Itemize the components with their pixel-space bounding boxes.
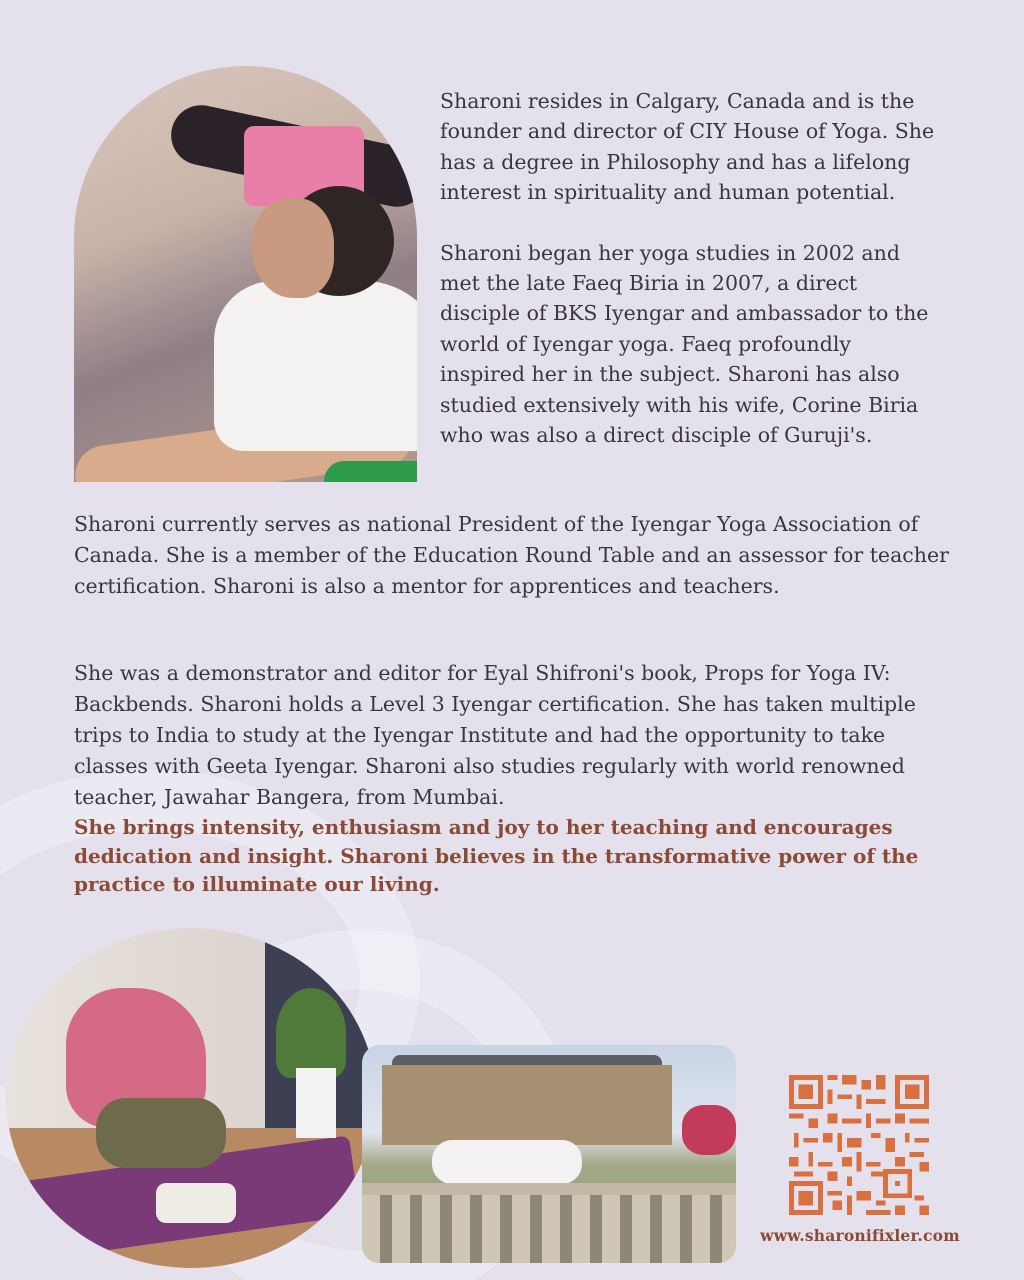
qr-code[interactable]: [786, 1075, 932, 1215]
website-link[interactable]: www.sharonifixler.com: [760, 1226, 960, 1245]
intro-paragraph-2: Sharoni began her yoga studies in 2002 and met the late Faeq Biria in 2007, a direct disciple of BKS Iyengar and ambassador to the world of Iyengar yoga. Faeq profoundly inspired her in the subject. Sharoni has also studied extensively with his wife, Corine Biria who was also a direct disciple of Guruji's.: [440, 240, 929, 448]
teaching-photo: [74, 66, 417, 482]
intro-text: [440, 86, 940, 450]
body-paragraph-4: She was a demonstrator and editor for Eyal Shifroni's book, Props for Yoga IV: Backbends. Sharoni holds a Level 3 Iyengar certification. She has taken multiple trips to India to study at the Iyengar Institute and had the opportunity to take classes with Geeta Iyengar. Sharoni also studies regularly with world renowned teacher, Jawahar Bangera, from Mumbai.: [74, 661, 916, 809]
pose-photo: [6, 928, 376, 1268]
highlight-statement: She brings intensity, enthusiasm and joy to her teaching and encourages dedication and insight. Sharoni believes in the transformative power of the practice to illuminate our living.: [74, 815, 919, 896]
outdoor-pose-photo: [362, 1045, 736, 1263]
intro-paragraph-1: Sharoni resides in Calgary, Canada and is the founder and director of CIY House of Yoga. She has a degree in Philosophy and has a lifelong interest in spirituality and human potential.: [440, 89, 935, 205]
body-paragraph-3: Sharoni currently serves as national President of the Iyengar Yoga Association of Canada. She is a member of the Education Round Table and an assessor for teacher certification. Sharoni is also a mentor for apprentices and teachers.: [74, 512, 949, 598]
